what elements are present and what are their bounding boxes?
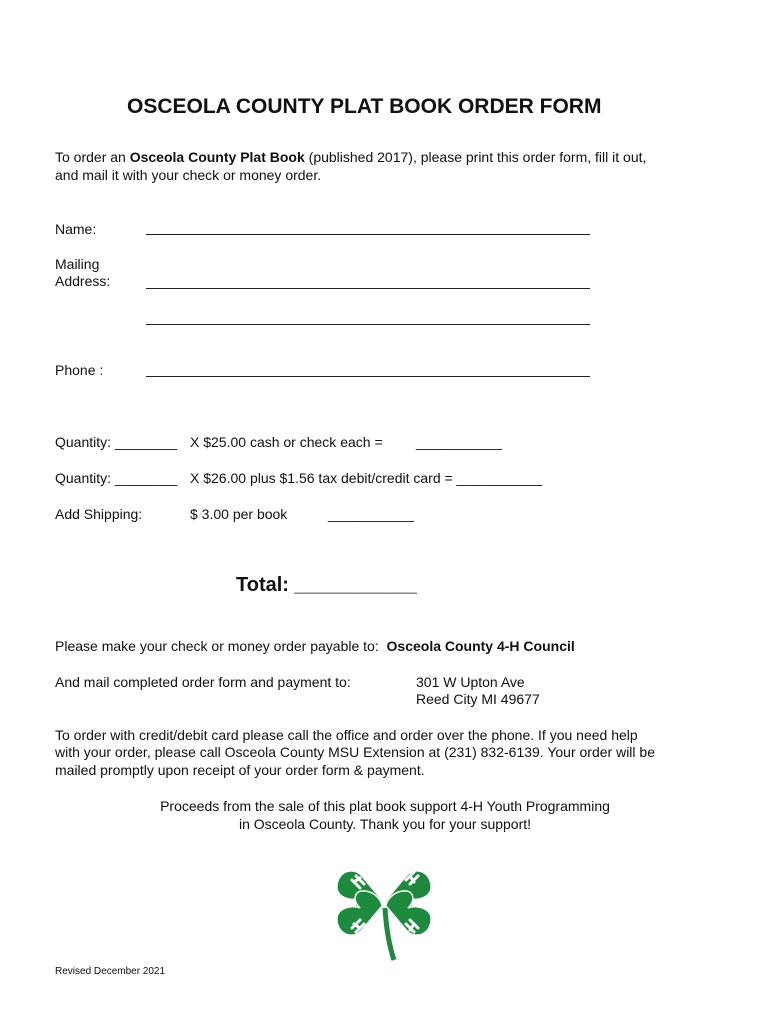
page-title: OSCEOLA COUNTY PLAT BOOK ORDER FORM (127, 95, 602, 118)
credit-note-line-3: mailed promptly upon receipt of your order form & payment. (55, 762, 425, 778)
quantity-card-price: X $26.00 plus $1.56 tax debit/credit card = ___________ (190, 470, 543, 486)
mail-address-2: Reed City MI 49677 (416, 691, 540, 707)
mail-text: And mail completed order form and payment to: (55, 674, 351, 690)
mailing-label-2: Address: (55, 273, 111, 289)
name-field[interactable] (146, 234, 590, 235)
name-label: Name: (55, 221, 97, 237)
intro-book-name: Osceola County Plat Book (129, 149, 305, 165)
proceeds-line-1: Proceeds from the sale of this plat book support 4-H Youth Programming (160, 798, 610, 814)
shipping-label: Add Shipping: (55, 506, 143, 522)
quantity-cash-price: X $25.00 cash or check each = (190, 434, 383, 450)
proceeds-line-2: in Osceola County. Thank you for your support! (238, 816, 532, 832)
address-field-1[interactable] (146, 288, 590, 289)
revised-date: Revised December 2021 (55, 966, 166, 977)
payee-name: Osceola County 4-H Council (386, 638, 575, 654)
address-field-2[interactable] (146, 324, 590, 325)
quantity-card-label: Quantity: ________ (55, 470, 178, 486)
payable-text: Please make your check or money order payable to: (55, 638, 379, 654)
credit-note-line-1: To order with credit/debit card please call the office and order over the phone. If you need help (55, 727, 638, 743)
quantity-cash-total: ___________ (416, 434, 502, 450)
4h-clover-icon (330, 850, 440, 962)
phone-field[interactable] (146, 376, 590, 377)
shipping-total: ___________ (328, 506, 414, 522)
intro-text-start: To order an (55, 149, 130, 165)
intro-text-end: (published 2017), please print this order form, fill it out, (304, 149, 647, 165)
phone-label: Phone : (55, 362, 104, 378)
intro-line-2: and mail it with your check or money order. (55, 167, 322, 183)
mailing-label-1: Mailing (55, 256, 100, 272)
payable-line (55, 638, 575, 655)
credit-note-line-2: with your order, please call Osceola County MSU Extension at (231) 832-6139. Your order will be (55, 744, 655, 760)
shipping-rate: $ 3.00 per book (190, 506, 288, 522)
intro-line-1 (55, 149, 646, 166)
total-line: Total: ___________ (236, 574, 417, 596)
quantity-cash-label: Quantity: ________ (55, 434, 178, 450)
mail-address-1: 301 W Upton Ave (416, 674, 525, 690)
